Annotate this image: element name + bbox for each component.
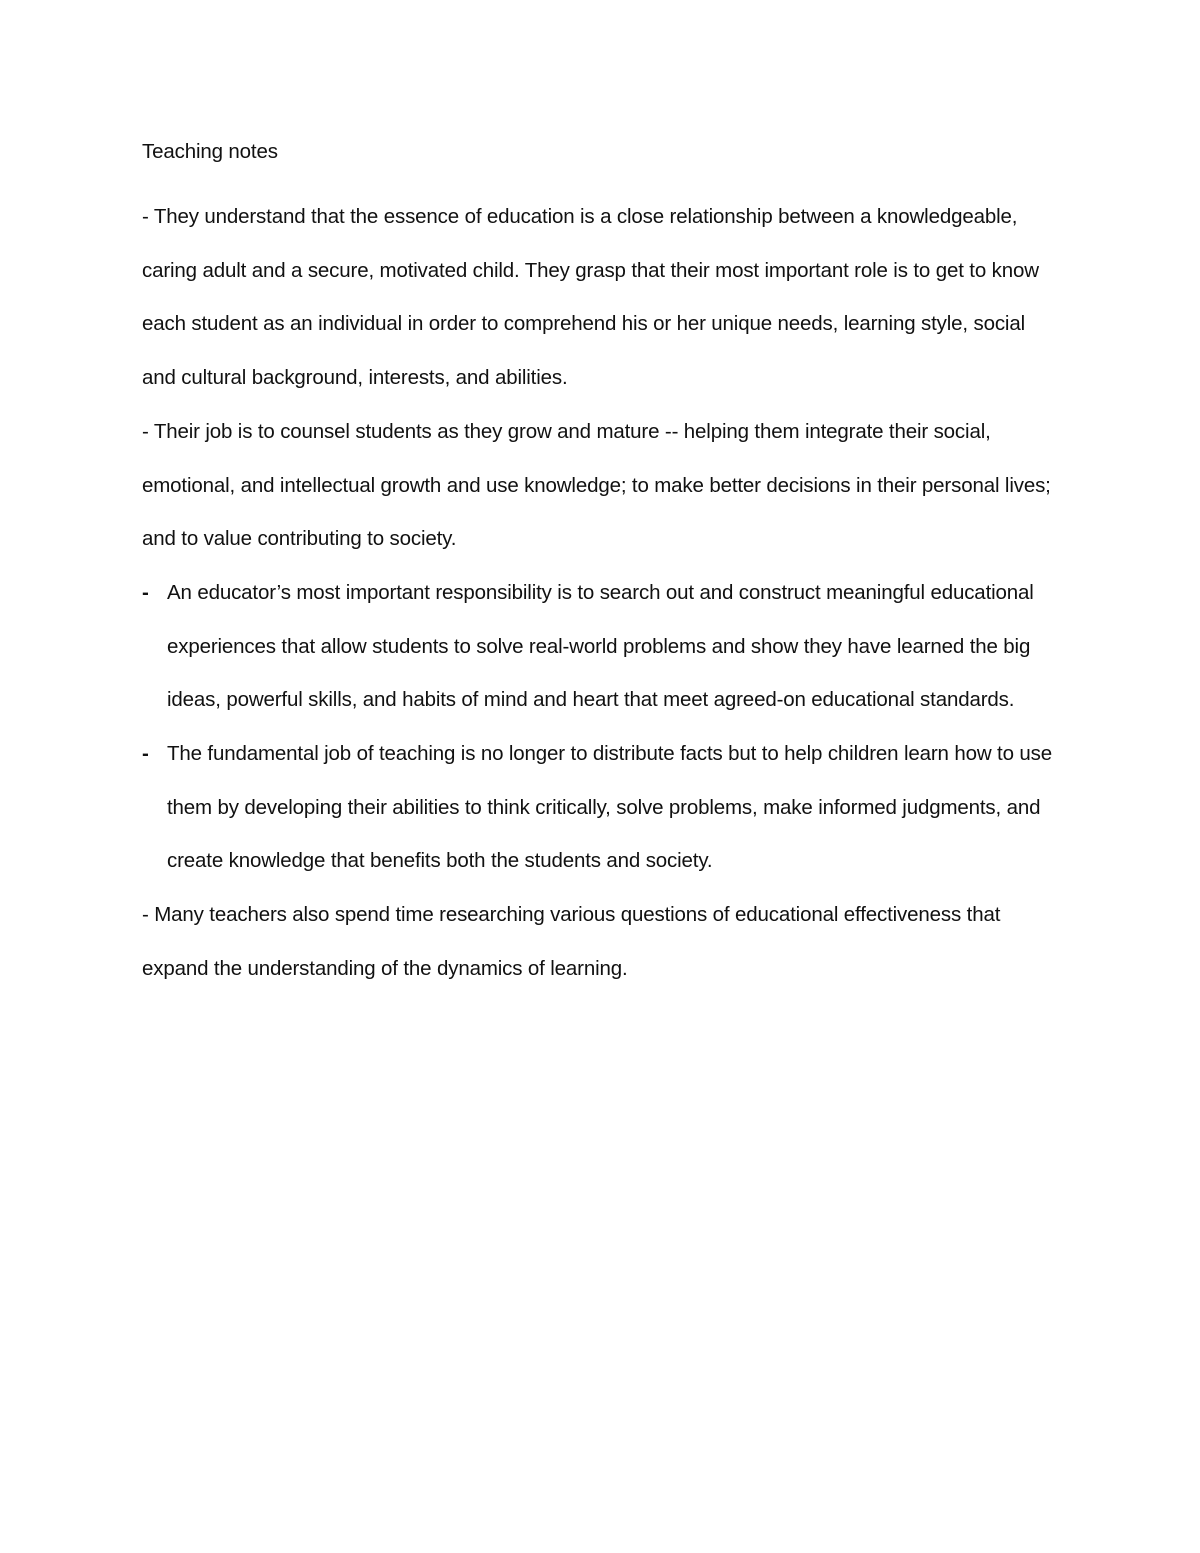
bullet-marker: - [142, 580, 149, 604]
document-title: Teaching notes [142, 140, 278, 163]
bullet-marker: - [142, 742, 149, 766]
document-body [142, 136, 1062, 996]
bullet-item-fundamental-job [142, 727, 1062, 888]
paragraph-teacher-research: - Many teachers also spend time researching various questions of educational effectiveness that expand the understanding of the dynamics of learning. [142, 903, 1001, 980]
bullet-text: An educator’s most important responsibility is to search out and construct meaningful educational experiences that allow students to solve real-world problems and show they have learned the big ideas, powerful skills, and habits of mind and heart that meet agreed-on educational standards. [167, 580, 1034, 712]
bullet-text: The fundamental job of teaching is no longer to distribute facts but to help children learn how to use them by developing their abilities to think critically, solve problems, make informed judgments, and create knowledge that benefits both the students and society. [167, 742, 1052, 873]
bullet-item-educator-responsibility [142, 566, 1062, 727]
paragraph-counsel-students: - Their job is to counsel students as they grow and mature -- helping them integrate their social, emotional, and intellectual growth and use knowledge; to make better decisions in their personal lives; and to value contributing to society. [142, 419, 1051, 551]
paragraph-essence-of-education: - They understand that the essence of education is a close relationship between a knowledgeable, caring adult and a secure, motivated child. They grasp that their most important role is to get to know each student as an individual in order to comprehend his or her unique needs, learning style, social and cultural background, interests, and abilities. [142, 205, 1039, 390]
